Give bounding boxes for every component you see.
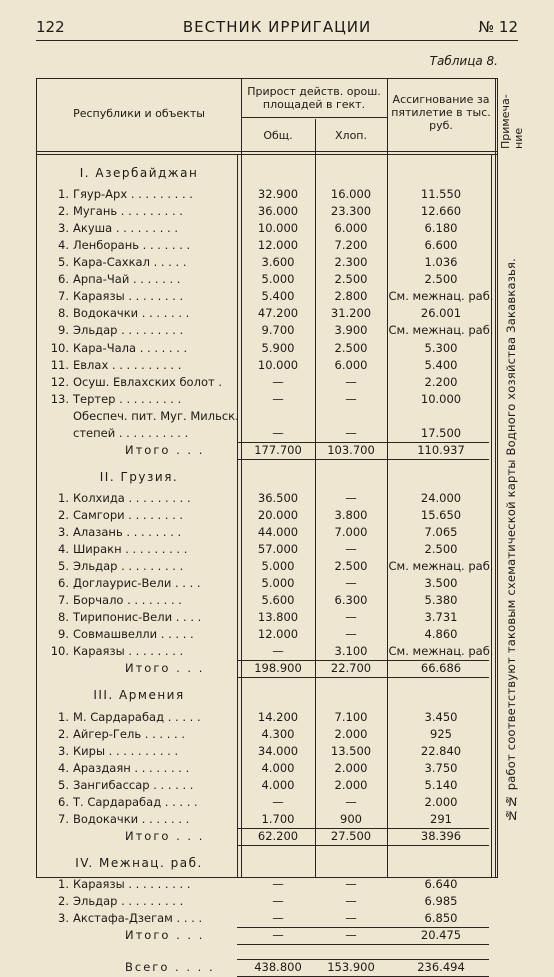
cell-total: 438.800 xyxy=(254,960,302,975)
cell-total: 47.200 xyxy=(257,306,299,321)
cell-total: 5.400 xyxy=(261,289,295,304)
row-number: 4. xyxy=(58,760,69,775)
cell-cotton: — xyxy=(345,876,357,891)
cell-cotton: 2.500 xyxy=(334,559,368,574)
cell-total: — xyxy=(272,876,284,891)
row-number: 7. xyxy=(58,811,69,826)
cell-cotton: 3.900 xyxy=(334,323,368,338)
cell-funds: 6.180 xyxy=(424,221,458,236)
cell-total: — xyxy=(272,794,284,809)
total-rule xyxy=(237,845,489,846)
row-name: Айгер-Гель . . . . . . xyxy=(73,726,185,741)
row-name: Акуша . . . . . . . . . xyxy=(73,221,178,236)
row-name: Эльдар . . . . . . . . . xyxy=(73,323,184,338)
grand-total-row xyxy=(37,960,497,977)
header-rule xyxy=(37,151,497,152)
cell-total: — xyxy=(272,391,284,406)
total-rule xyxy=(237,442,489,443)
total-label: Итого . . . xyxy=(125,661,205,676)
row-number: 1. xyxy=(58,490,69,505)
cell-total: 5.000 xyxy=(261,576,295,591)
cell-funds: 26.001 xyxy=(420,306,462,321)
side-note xyxy=(504,258,520,823)
cell-cotton: — xyxy=(345,928,357,943)
row-number: 7. xyxy=(58,289,69,304)
row-number: 3. xyxy=(58,911,69,926)
total-rule xyxy=(237,944,489,945)
cell-cotton: 13.500 xyxy=(330,743,372,758)
cell-funds: 15.650 xyxy=(420,507,462,522)
row-number: 6. xyxy=(58,794,69,809)
cell-cotton: 22.700 xyxy=(330,661,372,676)
cell-funds: 3.500 xyxy=(424,576,458,591)
cell-cotton: 2.800 xyxy=(334,289,368,304)
cell-funds: 5.300 xyxy=(424,340,458,355)
cell-cotton: 3.100 xyxy=(334,644,368,659)
row-name: Арпа-Чай . . . . . . . xyxy=(73,272,181,287)
row-name: Акстафа-Дзегам . . . . xyxy=(73,911,203,926)
cell-funds: 3.450 xyxy=(424,709,458,724)
row-name: Ленборань . . . . . . . xyxy=(73,238,191,253)
total-rule xyxy=(237,459,489,460)
table-row xyxy=(37,610,497,627)
cell-cotton: — xyxy=(345,794,357,809)
table-row xyxy=(37,221,497,238)
table-row xyxy=(37,576,497,593)
row-name: Обеспеч. пит. Муг. Мильск. xyxy=(73,408,239,423)
cell-cotton: — xyxy=(345,894,357,908)
cell-cotton: 900 xyxy=(340,811,362,826)
row-name: Борчало . . . . . . . . xyxy=(73,593,182,608)
row-number: 2. xyxy=(58,204,69,219)
table-row xyxy=(37,525,497,542)
cell-funds: 24.000 xyxy=(420,490,462,505)
cell-total: 4.000 xyxy=(261,760,295,775)
cell-cotton: 31.200 xyxy=(330,306,372,321)
table-row xyxy=(37,744,497,761)
table-row xyxy=(37,812,497,829)
row-number: 3. xyxy=(58,525,69,539)
row-name: Караязы . . . . . . . . xyxy=(73,289,184,304)
cell-cotton: 7.000 xyxy=(334,525,368,539)
cell-cotton: 2.500 xyxy=(334,340,368,355)
table-label: Таблица 8. xyxy=(429,54,498,68)
cell-cotton: — xyxy=(345,425,357,440)
table-row xyxy=(37,272,497,289)
row-number: 1. xyxy=(58,876,69,891)
table-row xyxy=(37,877,497,894)
row-number: 2. xyxy=(58,894,69,908)
section-title: I. Азербайджан xyxy=(79,166,199,180)
cell-total: 198.900 xyxy=(254,661,302,676)
cell-funds: 4.860 xyxy=(424,627,458,642)
table-row xyxy=(37,289,497,306)
cell-total: 4.300 xyxy=(261,726,295,741)
row-name: Тирипонис-Вели . . . . xyxy=(73,610,202,625)
table-row xyxy=(37,795,497,812)
cell-funds: 291 xyxy=(430,811,452,826)
cell-total: 10.000 xyxy=(257,221,299,236)
row-number: 3. xyxy=(58,743,69,758)
cell-funds: 11.550 xyxy=(420,187,462,202)
cell-cotton: 103.700 xyxy=(327,442,375,457)
cell-funds: 925 xyxy=(430,726,452,741)
row-number: 11. xyxy=(50,357,69,372)
table-row xyxy=(37,508,497,525)
cell-cotton: 2.300 xyxy=(334,255,368,270)
row-name: Араздаян . . . . . . . . xyxy=(73,760,190,775)
cell-funds: 2.500 xyxy=(424,542,458,557)
table-row xyxy=(37,409,497,426)
cell-funds: См. межнац. раб. xyxy=(388,323,494,338)
cell-funds: 1.036 xyxy=(424,255,458,270)
table-row xyxy=(37,358,497,375)
row-name: Эльдар . . . . . . . . . xyxy=(73,894,184,908)
row-name: Мугань . . . . . . . . . xyxy=(73,204,183,219)
row-name: Гяур-Арх . . . . . . . . . xyxy=(73,187,193,202)
cell-funds: 3.750 xyxy=(424,760,458,775)
col-header-objects: Республики и объекты xyxy=(73,107,205,120)
page-header xyxy=(36,18,518,41)
table-row xyxy=(37,627,497,644)
cell-total: — xyxy=(272,928,284,943)
total-rule xyxy=(237,959,489,960)
row-name: Т. Сардарабад . . . . . xyxy=(73,794,198,809)
row-number: 5. xyxy=(58,559,69,574)
cell-total: 5.000 xyxy=(261,272,295,287)
row-number: 9. xyxy=(58,323,69,338)
table-row xyxy=(37,323,497,340)
cell-cotton: 2.000 xyxy=(334,760,368,775)
row-number: 6. xyxy=(58,576,69,591)
cell-cotton: 7.200 xyxy=(334,238,368,253)
cell-total: 34.000 xyxy=(257,743,299,758)
table-row xyxy=(37,894,497,911)
total-rule xyxy=(237,828,489,829)
cell-funds: 2.000 xyxy=(424,794,458,809)
section-title: III. Армения xyxy=(93,688,185,703)
row-number: 8. xyxy=(58,610,69,625)
total-label: Итого . . . xyxy=(125,928,205,943)
total-row xyxy=(37,829,497,846)
row-number: 8. xyxy=(58,306,69,321)
row-name: Тертер . . . . . . . . . xyxy=(73,391,182,406)
page-number: 122 xyxy=(36,18,65,36)
cell-funds: См. межнац. раб. xyxy=(388,559,494,574)
cell-cotton: — xyxy=(345,374,357,389)
cell-total: 3.600 xyxy=(261,255,295,270)
total-rule xyxy=(237,677,489,678)
cell-total: 5.900 xyxy=(261,340,295,355)
cell-cotton: — xyxy=(345,911,357,926)
total-label: Всего . . . . xyxy=(125,960,215,975)
cell-cotton: 6.000 xyxy=(334,221,368,236)
cell-cotton: 2.500 xyxy=(334,272,368,287)
table-row xyxy=(37,255,497,272)
total-label: Итого . . . xyxy=(125,442,205,457)
cell-total: 32.900 xyxy=(257,187,299,202)
row-name: Караязы . . . . . . . . xyxy=(73,644,184,659)
side-note-text: №№ работ соответствуют таковым схематической карты Водного хозяйства Закавказья. xyxy=(504,258,518,823)
table-row xyxy=(37,238,497,255)
cell-funds: 6.850 xyxy=(424,911,458,926)
row-number: 10. xyxy=(50,340,69,355)
row-number: 2. xyxy=(58,507,69,522)
row-name: Зангибассар . . . . . . xyxy=(73,777,194,792)
col-header-total: Общ. xyxy=(263,129,293,142)
table-row xyxy=(37,491,497,508)
row-number: 5. xyxy=(58,777,69,792)
row-name: Водокачки . . . . . . . xyxy=(73,306,190,321)
row-name: Алазань . . . . . . . . xyxy=(73,525,182,539)
cell-total: 177.700 xyxy=(254,442,302,457)
table-row xyxy=(37,559,497,576)
row-name: Самгори . . . . . . . . xyxy=(73,507,184,522)
section-title: II. Грузия. xyxy=(99,469,179,484)
cell-funds: 7.065 xyxy=(424,525,458,539)
cell-total: 36.000 xyxy=(257,204,299,219)
total-rule xyxy=(237,660,489,661)
issue-number: № 12 xyxy=(478,18,518,36)
row-name: Эльдар . . . . . . . . . xyxy=(73,559,184,574)
cell-total: 13.800 xyxy=(257,610,299,625)
table-row xyxy=(37,644,497,661)
row-number: 6. xyxy=(58,272,69,287)
total-row xyxy=(37,661,497,678)
cell-cotton: 6.000 xyxy=(334,357,368,372)
table-row xyxy=(37,761,497,778)
row-number: 10. xyxy=(50,644,69,659)
row-name: Ширакн . . . . . . . . . xyxy=(73,542,188,557)
cell-total: 57.000 xyxy=(257,542,299,557)
row-name: Евлах . . . . . . . . . . xyxy=(73,357,182,372)
cell-cotton: 27.500 xyxy=(330,828,372,843)
row-number: 13. xyxy=(50,391,69,406)
cell-total: 12.000 xyxy=(257,627,299,642)
row-number: 9. xyxy=(58,627,69,642)
cell-funds: 66.686 xyxy=(420,661,462,676)
cell-total: 20.000 xyxy=(257,507,299,522)
cell-total: 9.700 xyxy=(261,323,295,338)
cell-funds: 12.660 xyxy=(420,204,462,219)
cell-cotton: 6.300 xyxy=(334,593,368,608)
cell-funds: 3.731 xyxy=(424,610,458,625)
cell-total: — xyxy=(272,894,284,908)
table-row xyxy=(37,204,497,221)
row-number: 1. xyxy=(58,709,69,724)
cell-funds: 22.840 xyxy=(420,743,462,758)
cell-cotton: 16.000 xyxy=(330,187,372,202)
cell-total: — xyxy=(272,644,284,659)
row-name: Колхида . . . . . . . . . xyxy=(73,490,191,505)
cell-cotton: — xyxy=(345,490,357,505)
table-row xyxy=(37,392,497,409)
cell-funds: См. межнац. раб. xyxy=(388,644,494,659)
cell-total: — xyxy=(272,374,284,389)
cell-cotton: 153.900 xyxy=(327,960,375,975)
table-row xyxy=(37,187,497,204)
row-name: Кара-Чала . . . . . . . xyxy=(73,340,188,355)
cell-total: 44.000 xyxy=(257,525,299,539)
cell-cotton: — xyxy=(345,542,357,557)
cell-funds: См. межнац. раб. xyxy=(388,289,494,304)
section-title: IV. Межнац. раб. xyxy=(75,855,203,870)
cell-cotton: 2.000 xyxy=(334,777,368,792)
row-number: 7. xyxy=(58,593,69,608)
total-label: Итого . . . xyxy=(125,828,205,843)
header-rule xyxy=(241,117,387,118)
row-name: М. Сардарабад . . . . . xyxy=(73,709,201,724)
row-number: 2. xyxy=(58,726,69,741)
row-number: 1. xyxy=(58,187,69,202)
cell-funds: 110.937 xyxy=(417,442,465,457)
row-name: Караязы . . . . . . . . . xyxy=(73,876,191,891)
cell-funds: 38.396 xyxy=(420,828,462,843)
row-number: 4. xyxy=(58,542,69,557)
cell-cotton: 23.300 xyxy=(330,204,372,219)
table-row xyxy=(37,426,497,443)
row-name: Совмашвелли . . . . . xyxy=(73,627,194,642)
cell-total: 1.700 xyxy=(261,811,295,826)
table-row xyxy=(37,727,497,744)
col-header-funds: Ассигнование за пятилетие в тыс. руб. xyxy=(391,93,491,132)
cell-funds: 236.494 xyxy=(417,960,465,975)
table-row xyxy=(37,306,497,323)
table-row xyxy=(37,341,497,358)
row-name: степей . . . . . . . . . . xyxy=(73,425,189,440)
table-row xyxy=(37,542,497,559)
cell-funds: 10.000 xyxy=(420,391,462,406)
cell-cotton: 3.800 xyxy=(334,507,368,522)
row-number: 12. xyxy=(50,374,69,389)
cell-total: 14.200 xyxy=(257,709,299,724)
total-row xyxy=(37,928,497,945)
cell-total: 10.000 xyxy=(257,357,299,372)
cell-cotton: 2.000 xyxy=(334,726,368,741)
cell-total: 36.500 xyxy=(257,490,299,505)
cell-funds: 2.500 xyxy=(424,272,458,287)
cell-funds: 6.600 xyxy=(424,238,458,253)
cell-cotton: — xyxy=(345,576,357,591)
journal-title: ВЕСТНИК ИРРИГАЦИИ xyxy=(182,18,372,36)
row-number: 4. xyxy=(58,238,69,253)
total-rule xyxy=(237,927,489,928)
cell-funds: 2.200 xyxy=(424,374,458,389)
col-header-cotton: Хлоп. xyxy=(335,129,367,142)
table-row xyxy=(37,911,497,928)
cell-total: 4.000 xyxy=(261,777,295,792)
header-rule xyxy=(37,154,497,155)
cell-total: 62.200 xyxy=(257,828,299,843)
cell-cotton: — xyxy=(345,610,357,625)
cell-total: 5.600 xyxy=(261,593,295,608)
cell-funds: 5.400 xyxy=(424,357,458,372)
cell-funds: 6.640 xyxy=(424,876,458,891)
table-row xyxy=(37,710,497,727)
col-header-notes: Примеча-ние xyxy=(499,94,525,149)
row-name: Киры . . . . . . . . . . xyxy=(73,743,179,758)
row-number: 5. xyxy=(58,255,69,270)
cell-funds: 5.140 xyxy=(424,777,458,792)
table-row xyxy=(37,593,497,610)
cell-cotton: — xyxy=(345,627,357,642)
row-name: Доглаурис-Вели . . . . xyxy=(73,576,201,591)
cell-cotton: — xyxy=(345,391,357,406)
row-number: 3. xyxy=(58,221,69,236)
cell-total: — xyxy=(272,911,284,926)
cell-cotton: 7.100 xyxy=(334,709,368,724)
cell-funds: 20.475 xyxy=(420,928,462,943)
table-row xyxy=(37,778,497,795)
col-header-growth: Прирост действ. орош. площадей в гект. xyxy=(247,85,381,111)
cell-funds: 5.380 xyxy=(424,593,458,608)
row-name: Водокачки . . . . . . . xyxy=(73,811,190,826)
table-row xyxy=(37,375,497,392)
cell-total: 12.000 xyxy=(257,238,299,253)
row-name: Кара-Сахкал . . . . . xyxy=(73,255,187,270)
cell-funds: 17.500 xyxy=(420,425,462,440)
cell-funds: 6.985 xyxy=(424,894,458,908)
row-name: Осуш. Евлахских болот . xyxy=(73,374,222,389)
cell-total: — xyxy=(272,425,284,440)
total-row xyxy=(37,443,497,460)
cell-total: 5.000 xyxy=(261,559,295,574)
